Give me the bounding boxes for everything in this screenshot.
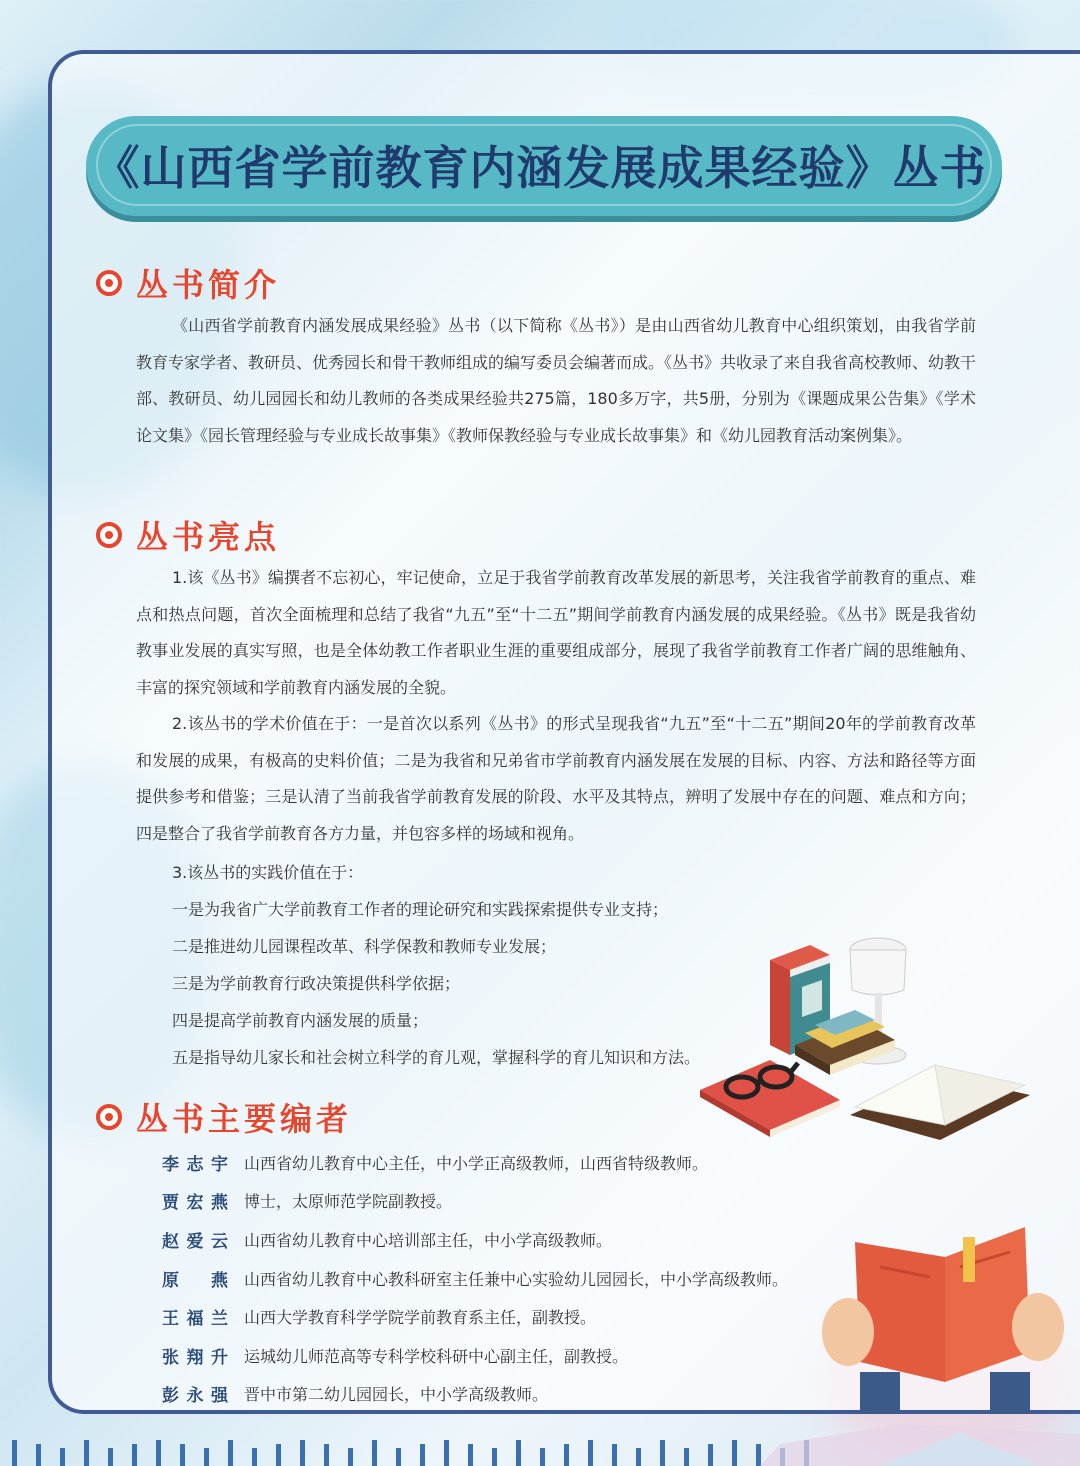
decorative-bar: [420, 1444, 425, 1466]
decorative-bar: [564, 1444, 569, 1466]
decorative-bar: [732, 1440, 737, 1466]
decorative-bar: [228, 1440, 233, 1466]
list-item: 四是提高学前教育内涵发展的质量；: [172, 1011, 429, 1030]
decorative-bar: [156, 1440, 161, 1466]
decorative-bar: [708, 1444, 713, 1466]
decorative-bar: [492, 1448, 497, 1466]
editor-desc: 博士，太原师范学院副教授。: [244, 1192, 453, 1211]
list-item: 二是推进幼儿园课程改革、科学保教和教师专业发展；: [172, 937, 557, 956]
target-bullet-icon: [96, 522, 122, 548]
editor-desc: 山西省幼儿教育中心主任，中小学正高级教师，山西省特级教师。: [244, 1154, 709, 1173]
decorative-bar: [444, 1440, 449, 1466]
decorative-bar: [348, 1448, 353, 1466]
highlight-paragraph-1: 1.该《丛书》编撰者不忘初心，牢记使命，立足于我省学前教育改革发展的新思考，关注我省学前教育的重点、难点和热点问题，首次全面梳理和总结了我省“九五”至“十二五”期间学前教育内涵发展的成果经验。《丛书》既是我省幼教事业发展的真实写照，也是全体幼教工作者职业生涯的重要组成部分，展现了我省学前教育工作者广阔的思维触角、丰富的探究领域和学前教育内涵发展的全貌。: [136, 568, 976, 697]
decorative-bar: [204, 1448, 209, 1466]
editor-name: 张翔升: [162, 1348, 228, 1368]
decorative-bar: [468, 1444, 473, 1466]
decorative-bar: [660, 1440, 665, 1466]
reading-illustration: [820, 1222, 1070, 1414]
editor-name: 原 燕: [162, 1271, 228, 1291]
decorative-bar: [252, 1448, 257, 1466]
decorative-bars: [0, 1424, 1080, 1466]
list-item: 五是指导幼儿家长和社会树立科学的育儿观，掌握科学的育儿知识和方法。: [172, 1048, 701, 1067]
red-book-icon: [700, 1060, 840, 1137]
list-item: 一是为我省广大学前教育工作者的理论研究和实践探索提供专业支持；: [172, 900, 669, 919]
open-book-icon: [850, 1065, 1030, 1140]
decorative-bar: [636, 1448, 641, 1466]
editor-desc: 山西省幼儿教育中心教科研室主任兼中心实验幼儿园园长，中小学高级教师。: [244, 1270, 789, 1289]
decorative-bar: [588, 1440, 593, 1466]
decorative-bar: [612, 1444, 617, 1466]
decorative-bar: [180, 1444, 185, 1466]
section-heading-editors: [96, 1094, 352, 1140]
editor-name: 彭永强: [162, 1386, 228, 1406]
decorative-bar: [372, 1440, 377, 1466]
section-heading-highlights: [96, 512, 280, 558]
decorative-bar: [540, 1448, 545, 1466]
decorative-bar: [516, 1440, 521, 1466]
editor-desc: 晋中市第二幼儿园园长，中小学高级教师。: [244, 1385, 549, 1404]
editor-row: [162, 1227, 612, 1252]
decorative-bar: [12, 1440, 17, 1466]
editor-desc: 山西省幼儿教育中心培训部主任，中小学高级教师。: [244, 1231, 613, 1250]
section-title: 丛书亮点: [136, 518, 281, 556]
decorative-bar: [396, 1448, 401, 1466]
decorative-bar: [684, 1448, 689, 1466]
target-bullet-icon: [96, 270, 122, 296]
editor-row: [162, 1150, 708, 1175]
decorative-bar: [324, 1444, 329, 1466]
section-title: 丛书主要编者: [136, 1100, 353, 1138]
editor-row: [162, 1343, 628, 1368]
decorative-bar: [300, 1440, 305, 1466]
decorative-bar: [84, 1440, 89, 1466]
editor-desc: 运城幼儿师范高等专科学校科研中心副主任，副教授。: [244, 1347, 629, 1366]
editor-name: 赵爱云: [162, 1232, 228, 1252]
decorative-bar: [36, 1444, 41, 1466]
decorative-bar: [276, 1444, 281, 1466]
editor-row: [162, 1266, 788, 1291]
page-title: 《山西省学前教育内涵发展成果经验》丛书: [93, 141, 987, 195]
list-item: 三是为学前教育行政决策提供科学依据；: [172, 974, 461, 993]
editor-row: [162, 1188, 452, 1213]
decorative-bar: [132, 1444, 137, 1466]
section-heading-intro: [96, 260, 280, 306]
editor-name: 王福兰: [162, 1309, 228, 1329]
books-illustration: [690, 915, 1040, 1165]
editor-name: 贾宏燕: [162, 1193, 228, 1213]
editor-desc: 山西大学教育科学学院学前教育系主任，副教授。: [244, 1308, 597, 1327]
section-title: 丛书简介: [136, 266, 281, 304]
editor-row: [162, 1304, 596, 1329]
decorative-bar: [756, 1444, 761, 1466]
decorative-bar: [60, 1448, 65, 1466]
target-bullet-icon: [96, 1104, 122, 1130]
editor-row: [162, 1381, 548, 1406]
editor-name: 李志宇: [162, 1155, 228, 1175]
intro-paragraph: 《山西省学前教育内涵发展成果经验》丛书（以下简称《丛书》）是由山西省幼儿教育中心组织策划，由我省学前教育专家学者、教研员、优秀园长和骨干教师组成的编写委员会编著而成。《丛书》共收录了来自我省高校教师、幼教干部、教研员、幼儿园园长和幼儿教师的各类成果经验共275篇，180多万字，共5册，分别为《课题成果公告集》《学术论文集》《园长管理经验与专业成长故事集》《教师保教经验与专业成长故事集》和《幼儿园教育活动案例集》。: [136, 316, 977, 445]
highlight-paragraph-3: 3.该丛书的实践价值在于：: [172, 863, 364, 882]
decorative-bar: [108, 1448, 113, 1466]
highlight-paragraph-2: 2.该丛书的学术价值在于：一是首次以系列《丛书》的形式呈现我省“九五”至“十二五”期间20年的学前教育改革和发展的成果，有极高的史料价值；二是为我省和兄弟省市学前教育内涵发展在发展的目标、内容、方法和路径等方面提供参考和借鉴；三是认清了当前我省学前教育发展的阶段、水平及其特点，辨明了发展中存在的问题、难点和方向；四是整合了我省学前教育各方力量，并包容多样的场域和视角。: [136, 714, 976, 843]
